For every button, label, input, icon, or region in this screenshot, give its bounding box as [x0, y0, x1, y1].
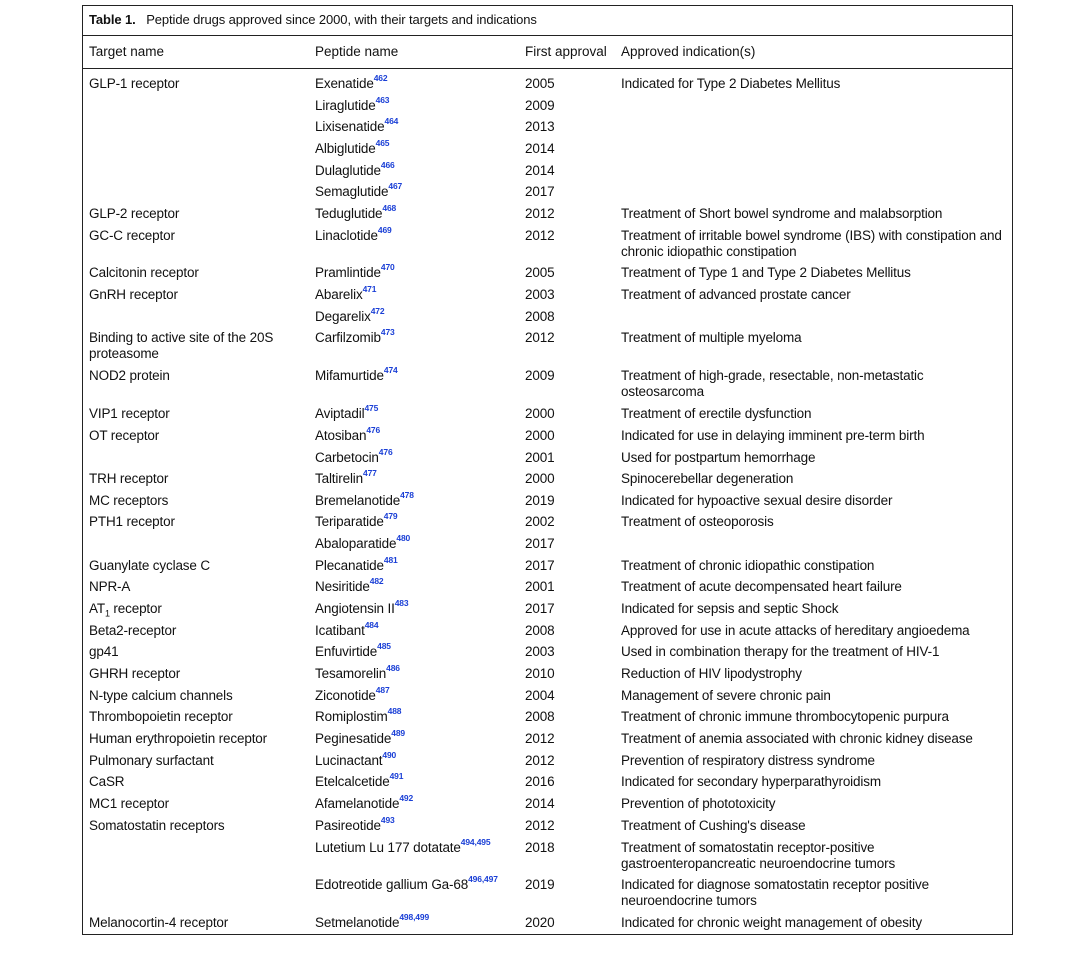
- peptide-name-text: Pasireotide: [315, 818, 381, 833]
- peptide-name: [315, 137, 390, 157]
- peptide-name-text: Lixisenatide: [315, 119, 385, 134]
- peptide-name: [315, 283, 377, 303]
- first-approval-year: 2003: [525, 287, 555, 302]
- approved-indication: Treatment of chronic idiopathic constipation: [621, 558, 875, 573]
- target-name-text: MC1 receptor: [89, 796, 169, 811]
- target-name-text: VIP1 receptor: [89, 406, 170, 421]
- peptide-name-text: Aviptadil: [315, 406, 365, 421]
- reference-link[interactable]: 490: [382, 749, 397, 760]
- target-name-text: Binding to active site of the 20S proteasome: [89, 330, 274, 361]
- first-approval-year: 2002: [525, 514, 555, 529]
- peptide-name-text: Bremelanotide: [315, 493, 401, 508]
- reference-link[interactable]: 470: [380, 261, 395, 272]
- peptide-name: [315, 159, 395, 179]
- approved-indication: Treatment of osteoporosis: [621, 514, 774, 529]
- first-approval-year: 2012: [525, 206, 555, 221]
- reference-link[interactable]: 469: [377, 224, 392, 235]
- peptide-name-text: Pramlintide: [315, 265, 381, 280]
- first-approval-year: 2000: [525, 428, 555, 443]
- first-approval-year: 2008: [525, 309, 555, 324]
- first-approval-year: 2012: [525, 731, 555, 746]
- reference-link[interactable]: 467: [388, 180, 403, 191]
- peptide-name: [315, 662, 400, 682]
- reference-link[interactable]: 488: [387, 705, 402, 716]
- reference-link[interactable]: 465: [375, 137, 390, 148]
- first-approval-year: 2016: [525, 774, 555, 789]
- peptide-name: [315, 727, 405, 747]
- approved-indication: Indicated for hypoactive sexual desire disorder: [621, 493, 893, 508]
- target-name: [89, 579, 130, 595]
- target-name-text: Pulmonary surfactant: [89, 753, 214, 768]
- first-approval-year: 2018: [525, 840, 555, 855]
- peptide-name: [315, 640, 391, 660]
- peptide-name-text: Semaglutide: [315, 184, 389, 199]
- first-approval-year: 2013: [525, 119, 555, 134]
- first-approval-year: 2005: [525, 76, 555, 91]
- first-approval-year: 2010: [525, 666, 555, 681]
- header-rule: [83, 68, 1012, 69]
- target-name-text: AT: [89, 601, 105, 616]
- reference-link[interactable]: 492: [399, 792, 414, 803]
- peptide-name: [315, 532, 411, 552]
- approved-indication: Treatment of Short bowel syndrome and malabsorption: [621, 206, 943, 221]
- peptide-name-text: Enfuvirtide: [315, 644, 378, 659]
- peptide-name: [315, 814, 395, 834]
- target-name: [89, 731, 267, 747]
- peptide-name-text: Etelcalcetide: [315, 774, 390, 789]
- peptide-name: [315, 836, 491, 856]
- reference-link[interactable]: 475: [364, 402, 379, 413]
- first-approval-year: 2005: [525, 265, 555, 280]
- target-name: [89, 330, 304, 362]
- target-name-text: Beta2-receptor: [89, 623, 177, 638]
- reference-link[interactable]: 483: [394, 597, 409, 608]
- peptide-name: [315, 446, 393, 466]
- target-name-text: Thrombopoietin receptor: [89, 709, 233, 724]
- target-subscript: 1: [104, 608, 110, 619]
- first-approval-year: 2012: [525, 228, 555, 243]
- first-approval-year: 2014: [525, 141, 555, 156]
- peptide-name: [315, 364, 398, 384]
- approved-indication: Indicated for chronic weight management of obesity: [621, 915, 922, 930]
- peptide-name: [315, 180, 403, 200]
- target-name: [89, 265, 199, 281]
- peptide-name-text: Degarelix: [315, 309, 371, 324]
- target-name-text: Somatostatin receptors: [89, 818, 225, 833]
- target-name-text: Calcitonin receptor: [89, 265, 199, 280]
- peptide-name: [315, 424, 381, 444]
- reference-link[interactable]: 489: [391, 727, 405, 738]
- first-approval-year: 2009: [525, 368, 555, 383]
- reference-link[interactable]: 468: [382, 202, 397, 213]
- approved-indication: Treatment of high-grade, resectable, non-metastatic osteosarcoma: [621, 368, 924, 399]
- reference-link[interactable]: 485: [377, 640, 391, 651]
- reference-link[interactable]: 464: [384, 115, 399, 126]
- peptide-name: [315, 510, 398, 530]
- peptide-name-text: Nesiritide: [315, 579, 370, 594]
- reference-link[interactable]: 466: [380, 159, 395, 170]
- peptide-name: [315, 402, 379, 422]
- first-approval-year: 2009: [525, 98, 555, 113]
- peptide-name: [315, 684, 390, 704]
- header-target-name: Target name: [89, 44, 165, 59]
- peptide-name-text: Carbetocin: [315, 450, 379, 465]
- first-approval-year: 2017: [525, 558, 555, 573]
- peptide-name: [315, 619, 379, 639]
- reference-link[interactable]: 478: [400, 489, 414, 500]
- reference-link[interactable]: 493: [380, 814, 395, 825]
- peptide-name: [315, 94, 390, 114]
- approved-indication: Treatment of multiple myeloma: [621, 330, 802, 345]
- target-name: [89, 623, 176, 639]
- first-approval-year: 2012: [525, 818, 555, 833]
- target-name-rest: receptor: [109, 601, 162, 616]
- target-name-text: Human erythropoietin receptor: [89, 731, 267, 746]
- header-peptide-name: Peptide name: [315, 44, 399, 59]
- reference-link[interactable]: 482: [369, 575, 384, 586]
- peptide-name-text: Atosiban: [315, 428, 367, 443]
- approved-indication: Indicated for diagnose somatostatin receptor positive neuroendocrine tumors: [621, 877, 929, 908]
- first-approval-year: 2017: [525, 184, 555, 199]
- target-name: [89, 558, 210, 574]
- peptide-name: [315, 224, 392, 244]
- approved-indication: Indicated for use in delaying imminent pre-term birth: [621, 428, 925, 443]
- first-approval-year: 2012: [525, 753, 555, 768]
- reference-link[interactable]: 476: [378, 446, 393, 457]
- target-name: [89, 688, 233, 704]
- approved-indication: Management of severe chronic pain: [621, 688, 831, 703]
- reference-link[interactable]: 498,499: [399, 911, 430, 922]
- peptide-name-text: Ziconotide: [315, 688, 376, 703]
- approved-indication: Treatment of anemia associated with chronic kidney disease: [621, 731, 973, 746]
- peptide-name-text: Edotreotide gallium Ga-68: [315, 877, 469, 892]
- target-name: [89, 228, 175, 244]
- peptide-name-text: Abaloparatide: [315, 536, 397, 551]
- peptide-name-text: Afamelanotide: [315, 796, 400, 811]
- reference-link[interactable]: 491: [389, 770, 404, 781]
- approved-indication: Indicated for sepsis and septic Shock: [621, 601, 839, 616]
- peptide-name: [315, 749, 397, 769]
- target-name-text: CaSR: [89, 774, 125, 789]
- first-approval-year: 2014: [525, 163, 555, 178]
- reference-link[interactable]: 472: [370, 305, 385, 316]
- target-name-text: GnRH receptor: [89, 287, 178, 302]
- target-name-text: GC-C receptor: [89, 228, 175, 243]
- first-approval-year: 2014: [525, 796, 555, 811]
- target-name-text: N-type calcium channels: [89, 688, 233, 703]
- peptide-name-text: Angiotensin II: [315, 601, 395, 616]
- first-approval-year: 2004: [525, 688, 555, 703]
- peptide-name: [315, 911, 430, 931]
- reference-link[interactable]: 463: [375, 94, 390, 105]
- target-name: [89, 709, 233, 725]
- target-name: [89, 76, 179, 92]
- target-name-text: GHRH receptor: [89, 666, 181, 681]
- approved-indication: Approved for use in acute attacks of hereditary angioedema: [621, 623, 970, 638]
- reference-link[interactable]: 481: [383, 554, 398, 565]
- peptide-name: [315, 554, 398, 574]
- target-name: [89, 753, 214, 769]
- target-name-text: MC receptors: [89, 493, 169, 508]
- target-name-text: GLP-1 receptor: [89, 76, 180, 91]
- peptide-name-text: Peginesatide: [315, 731, 392, 746]
- peptide-name-text: Icatibant: [315, 623, 365, 638]
- peptide-name-text: Romiplostim: [315, 709, 388, 724]
- target-name: [89, 493, 168, 509]
- first-approval-year: 2000: [525, 406, 555, 421]
- first-approval-year: 2017: [525, 536, 555, 551]
- approved-indication: Prevention of respiratory distress syndrome: [621, 753, 875, 768]
- target-name: [89, 406, 170, 422]
- first-approval-year: 2008: [525, 623, 555, 638]
- header-first-approval: First approval: [525, 44, 607, 59]
- target-name-text: Guanylate cyclase C: [89, 558, 210, 573]
- peptide-name-text: Carfilzomib: [315, 330, 381, 345]
- table-caption: [89, 12, 537, 27]
- approved-indication: Treatment of Type 1 and Type 2 Diabetes Mellitus: [621, 265, 911, 280]
- peptide-name-text: Linaclotide: [315, 228, 378, 243]
- approved-indication: Indicated for Type 2 Diabetes Mellitus: [621, 76, 841, 91]
- target-name: [89, 206, 179, 222]
- peptide-name-text: Abarelix: [315, 287, 363, 302]
- peptide-name: [315, 326, 395, 346]
- reference-link[interactable]: 487: [375, 684, 390, 695]
- approved-indication: Treatment of acute decompensated heart failure: [621, 579, 902, 594]
- target-name: [89, 818, 225, 834]
- approved-indication: Treatment of somatostatin receptor-positive gastroenteropancreatic neuroendocrine tumors: [621, 840, 896, 871]
- reference-link[interactable]: 462: [373, 72, 388, 83]
- approved-indication: Used in combination therapy for the treatment of HIV-1: [621, 644, 940, 659]
- target-name-text: GLP-2 receptor: [89, 206, 180, 221]
- peptide-name: [315, 873, 498, 893]
- first-approval-year: 2000: [525, 471, 555, 486]
- approved-indication: Reduction of HIV lipodystrophy: [621, 666, 802, 681]
- first-approval-year: 2001: [525, 450, 555, 465]
- target-name: [89, 514, 175, 530]
- peptide-name-text: Teduglutide: [315, 206, 383, 221]
- reference-link[interactable]: 473: [380, 326, 395, 337]
- target-name: [89, 644, 118, 660]
- peptide-name-text: Lutetium Lu 177 dotatate: [315, 840, 461, 855]
- peptide-name-text: Tesamorelin: [315, 666, 387, 681]
- approved-indication: Treatment of irritable bowel syndrome (IBS) with constipation and chronic idiopathic constipation: [621, 228, 1002, 259]
- peptide-name-text: Liraglutide: [315, 98, 376, 113]
- peptide-name-text: Taltirelin: [315, 471, 364, 486]
- reference-link[interactable]: 494,495: [460, 836, 491, 847]
- peptide-name: [315, 575, 384, 595]
- reference-link[interactable]: 480: [396, 532, 411, 543]
- approved-indication: Treatment of chronic immune thrombocytopenic purpura: [621, 709, 949, 724]
- target-name: [89, 287, 178, 303]
- approved-indication: Treatment of erectile dysfunction: [621, 406, 812, 421]
- reference-link[interactable]: 477: [363, 467, 377, 478]
- header-indications: Approved indication(s): [621, 44, 756, 59]
- peptide-name: [315, 202, 397, 222]
- peptide-name: [315, 489, 414, 509]
- table-caption-label: Table 1.: [89, 12, 136, 27]
- peptide-name-text: Teriparatide: [315, 514, 384, 529]
- target-name-text: TRH receptor: [89, 471, 169, 486]
- target-name-text: gp41: [89, 644, 119, 659]
- target-name: [89, 666, 180, 682]
- target-name-text: NPR-A: [89, 579, 131, 594]
- first-approval-year: 2019: [525, 493, 555, 508]
- peptide-name-text: Dulaglutide: [315, 163, 381, 178]
- first-approval-year: 2017: [525, 601, 555, 616]
- target-name: [89, 471, 168, 487]
- peptide-name: [315, 261, 395, 281]
- first-approval-year: 2001: [525, 579, 555, 594]
- first-approval-year: 2019: [525, 877, 555, 892]
- peptide-name-text: Lucinactant: [315, 753, 383, 768]
- target-name-text: PTH1 receptor: [89, 514, 175, 529]
- target-name-text: Melanocortin-4 receptor: [89, 915, 229, 930]
- approved-indication: Treatment of advanced prostate cancer: [621, 287, 851, 302]
- first-approval-year: 2012: [525, 330, 555, 345]
- reference-link[interactable]: 471: [362, 283, 377, 294]
- first-approval-year: 2020: [525, 915, 555, 930]
- first-approval-year: 2008: [525, 709, 555, 724]
- peptide-name: [315, 705, 402, 725]
- peptide-name-text: Setmelanotide: [315, 915, 400, 930]
- target-name: [89, 368, 170, 384]
- target-name: [89, 774, 124, 790]
- peptide-name-text: Mifamurtide: [315, 368, 384, 383]
- peptide-name: [315, 597, 409, 617]
- peptide-name: [315, 467, 377, 487]
- peptide-name: [315, 792, 414, 812]
- target-name: [89, 915, 228, 931]
- approved-indication: Spinocerebellar degeneration: [621, 471, 794, 486]
- target-name-text: OT receptor: [89, 428, 160, 443]
- first-approval-year: 2003: [525, 644, 555, 659]
- peptide-name-text: Albiglutide: [315, 141, 376, 156]
- table-caption-text: Peptide drugs approved since 2000, with their targets and indications: [146, 12, 537, 27]
- reference-link[interactable]: 474: [383, 364, 398, 375]
- reference-link[interactable]: 476: [366, 424, 381, 435]
- table-frame: [82, 5, 1013, 935]
- approved-indication: Indicated for secondary hyperparathyroidism: [621, 774, 881, 789]
- peptide-name: [315, 770, 404, 790]
- target-name: [89, 796, 169, 812]
- peptide-name-text: Plecanatide: [315, 558, 384, 573]
- reference-link[interactable]: 496,497: [468, 873, 498, 884]
- reference-link[interactable]: 484: [364, 619, 379, 630]
- reference-link[interactable]: 479: [383, 510, 398, 521]
- target-name: [89, 601, 162, 622]
- target-name: [89, 428, 159, 444]
- approved-indication: Treatment of Cushing's disease: [621, 818, 806, 833]
- peptide-name: [315, 72, 388, 92]
- approved-indication: Prevention of phototoxicity: [621, 796, 776, 811]
- reference-link[interactable]: 486: [386, 662, 400, 673]
- caption-rule: [83, 35, 1012, 36]
- peptide-name: [315, 115, 399, 135]
- target-name-text: NOD2 protein: [89, 368, 170, 383]
- peptide-name-text: Exenatide: [315, 76, 374, 91]
- approved-indication: Used for postpartum hemorrhage: [621, 450, 816, 465]
- peptide-name: [315, 305, 385, 325]
